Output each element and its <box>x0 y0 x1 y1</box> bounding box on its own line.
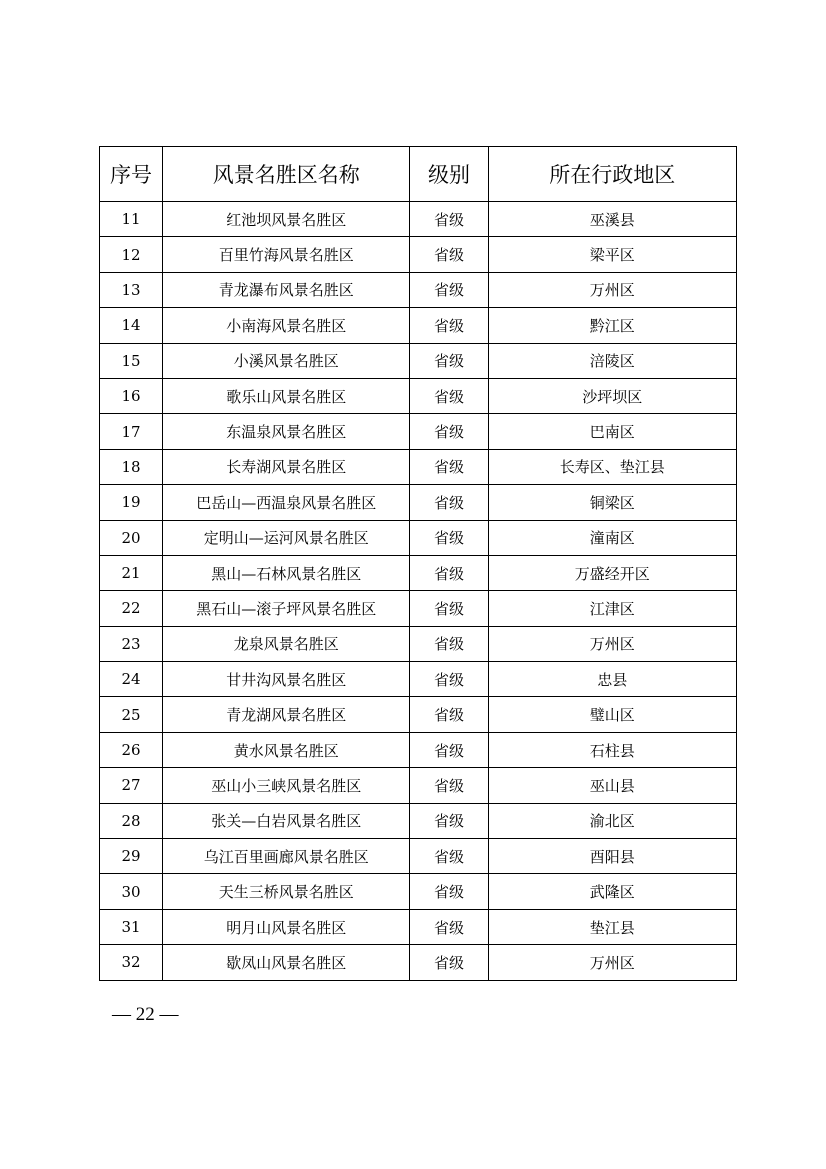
cell-scenic-area-name: 青龙湖风景名胜区 <box>163 697 410 732</box>
cell-level: 省级 <box>410 272 488 307</box>
cell-administrative-region: 铜梁区 <box>488 485 736 520</box>
table-row <box>100 414 737 449</box>
header-scenic-area-name: 风景名胜区名称 <box>163 147 410 202</box>
cell-administrative-region: 武隆区 <box>488 874 736 909</box>
cell-level: 省级 <box>410 449 488 484</box>
cell-serial-number: 30 <box>100 874 163 909</box>
cell-administrative-region: 万州区 <box>488 945 736 980</box>
cell-level: 省级 <box>410 839 488 874</box>
cell-scenic-area-name: 明月山风景名胜区 <box>163 909 410 944</box>
cell-level: 省级 <box>410 308 488 343</box>
cell-level: 省级 <box>410 414 488 449</box>
cell-serial-number: 18 <box>100 449 163 484</box>
table-body <box>100 202 737 981</box>
cell-level: 省级 <box>410 485 488 520</box>
cell-administrative-region: 垫江县 <box>488 909 736 944</box>
table-row <box>100 485 737 520</box>
cell-level: 省级 <box>410 768 488 803</box>
cell-serial-number: 29 <box>100 839 163 874</box>
cell-serial-number: 11 <box>100 202 163 237</box>
table-row <box>100 803 737 838</box>
cell-serial-number: 24 <box>100 662 163 697</box>
cell-administrative-region: 沙坪坝区 <box>488 378 736 413</box>
table-row <box>100 626 737 661</box>
cell-level: 省级 <box>410 697 488 732</box>
cell-level: 省级 <box>410 202 488 237</box>
cell-level: 省级 <box>410 945 488 980</box>
cell-serial-number: 12 <box>100 237 163 272</box>
cell-scenic-area-name: 百里竹海风景名胜区 <box>163 237 410 272</box>
cell-serial-number: 20 <box>100 520 163 555</box>
table-row <box>100 909 737 944</box>
cell-scenic-area-name: 歌乐山风景名胜区 <box>163 378 410 413</box>
cell-administrative-region: 潼南区 <box>488 520 736 555</box>
cell-level: 省级 <box>410 874 488 909</box>
cell-serial-number: 17 <box>100 414 163 449</box>
table-row <box>100 202 737 237</box>
cell-level: 省级 <box>410 626 488 661</box>
cell-scenic-area-name: 定明山—运河风景名胜区 <box>163 520 410 555</box>
cell-scenic-area-name: 长寿湖风景名胜区 <box>163 449 410 484</box>
page-number: — 22 — <box>112 1004 179 1025</box>
cell-scenic-area-name: 小南海风景名胜区 <box>163 308 410 343</box>
cell-scenic-area-name: 张关—白岩风景名胜区 <box>163 803 410 838</box>
cell-administrative-region: 渝北区 <box>488 803 736 838</box>
cell-serial-number: 31 <box>100 909 163 944</box>
cell-serial-number: 14 <box>100 308 163 343</box>
cell-administrative-region: 忠县 <box>488 662 736 697</box>
cell-administrative-region: 梁平区 <box>488 237 736 272</box>
cell-administrative-region: 万盛经开区 <box>488 555 736 590</box>
table-row <box>100 237 737 272</box>
cell-administrative-region: 江津区 <box>488 591 736 626</box>
table-row <box>100 520 737 555</box>
cell-scenic-area-name: 巫山小三峡风景名胜区 <box>163 768 410 803</box>
cell-scenic-area-name: 天生三桥风景名胜区 <box>163 874 410 909</box>
cell-scenic-area-name: 青龙瀑布风景名胜区 <box>163 272 410 307</box>
table-row <box>100 732 737 767</box>
cell-serial-number: 26 <box>100 732 163 767</box>
cell-serial-number: 15 <box>100 343 163 378</box>
cell-scenic-area-name: 歇凤山风景名胜区 <box>163 945 410 980</box>
table-row <box>100 662 737 697</box>
cell-serial-number: 19 <box>100 485 163 520</box>
cell-serial-number: 32 <box>100 945 163 980</box>
cell-scenic-area-name: 龙泉风景名胜区 <box>163 626 410 661</box>
cell-level: 省级 <box>410 803 488 838</box>
cell-administrative-region: 万州区 <box>488 272 736 307</box>
cell-administrative-region: 巫溪县 <box>488 202 736 237</box>
cell-level: 省级 <box>410 378 488 413</box>
cell-administrative-region: 长寿区、垫江县 <box>488 449 736 484</box>
table-row <box>100 449 737 484</box>
cell-scenic-area-name: 东温泉风景名胜区 <box>163 414 410 449</box>
cell-level: 省级 <box>410 555 488 590</box>
cell-administrative-region: 巴南区 <box>488 414 736 449</box>
cell-serial-number: 23 <box>100 626 163 661</box>
table-row <box>100 591 737 626</box>
cell-administrative-region: 涪陵区 <box>488 343 736 378</box>
header-level: 级别 <box>410 147 488 202</box>
cell-serial-number: 21 <box>100 555 163 590</box>
cell-scenic-area-name: 红池坝风景名胜区 <box>163 202 410 237</box>
cell-serial-number: 27 <box>100 768 163 803</box>
cell-scenic-area-name: 巴岳山—西温泉风景名胜区 <box>163 485 410 520</box>
cell-serial-number: 16 <box>100 378 163 413</box>
cell-administrative-region: 酉阳县 <box>488 839 736 874</box>
cell-scenic-area-name: 黑山—石林风景名胜区 <box>163 555 410 590</box>
table-row <box>100 768 737 803</box>
scenic-area-table <box>99 146 737 981</box>
cell-scenic-area-name: 甘井沟风景名胜区 <box>163 662 410 697</box>
table-row <box>100 343 737 378</box>
table-row <box>100 272 737 307</box>
cell-serial-number: 22 <box>100 591 163 626</box>
cell-scenic-area-name: 黑石山—滚子坪风景名胜区 <box>163 591 410 626</box>
table-row <box>100 308 737 343</box>
cell-scenic-area-name: 黄水风景名胜区 <box>163 732 410 767</box>
cell-scenic-area-name: 小溪风景名胜区 <box>163 343 410 378</box>
table-row <box>100 555 737 590</box>
table-row <box>100 697 737 732</box>
cell-serial-number: 28 <box>100 803 163 838</box>
cell-level: 省级 <box>410 237 488 272</box>
cell-serial-number: 25 <box>100 697 163 732</box>
cell-level: 省级 <box>410 591 488 626</box>
cell-scenic-area-name: 乌江百里画廊风景名胜区 <box>163 839 410 874</box>
cell-administrative-region: 石柱县 <box>488 732 736 767</box>
cell-level: 省级 <box>410 520 488 555</box>
table-row <box>100 874 737 909</box>
table-row <box>100 378 737 413</box>
cell-administrative-region: 万州区 <box>488 626 736 661</box>
header-serial-number: 序号 <box>100 147 163 202</box>
cell-administrative-region: 璧山区 <box>488 697 736 732</box>
cell-level: 省级 <box>410 343 488 378</box>
table-row <box>100 839 737 874</box>
table-header-row <box>100 147 737 202</box>
cell-level: 省级 <box>410 732 488 767</box>
table-row <box>100 945 737 980</box>
cell-administrative-region: 黔江区 <box>488 308 736 343</box>
header-administrative-region: 所在行政地区 <box>488 147 736 202</box>
cell-administrative-region: 巫山县 <box>488 768 736 803</box>
cell-level: 省级 <box>410 909 488 944</box>
cell-serial-number: 13 <box>100 272 163 307</box>
cell-level: 省级 <box>410 662 488 697</box>
